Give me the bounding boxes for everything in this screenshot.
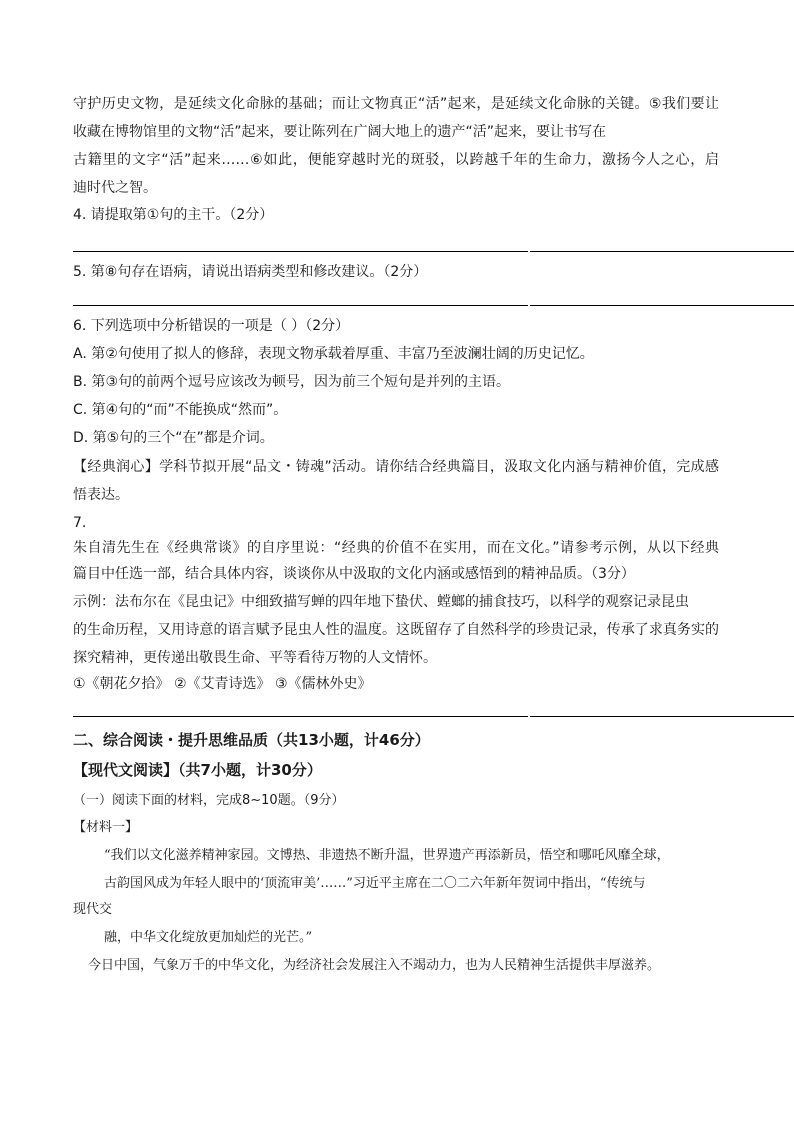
material-1-line-1: “我们以文化滋养精神家园。文博热、非遗热不断升温，世界遗产再添新员，悟空和哪吒风靡全球， <box>104 848 670 863</box>
question-7-line-2: 篇目中任选一部，结合具体内容，谈谈你从中汲取的文化内涵或感悟到的精神品质。（3分） <box>73 566 635 582</box>
part-1-instruction: （一）阅读下面的材料，完成8~10题。（9分） <box>73 793 345 808</box>
material-1-label: 【材料一】 <box>73 820 139 835</box>
material-1-line-5: 今日中国，气象万千的中华文化，为经济社会发展注入不竭动力，也为人民精神生活提供丰厚滋养。 <box>88 958 661 973</box>
passage-line-1: 守护历史文物，是延续文化命脉的基础；而让文物真正“活”起来，是延续文化命脉的关键。⑤我们要让 <box>73 96 719 112</box>
activity-intro-line-2: 悟表达。 <box>73 487 129 503</box>
material-1-line-4: 融，中华文化绽放更加灿烂的光芒。” <box>104 930 313 945</box>
question-4: 4. 请提取第①句的主干。（2分） <box>73 207 274 223</box>
question-6-option-c[interactable]: C. 第④句的“而”不能换成“然而”。 <box>73 402 288 418</box>
passage-line-2: 收藏在博物馆里的文物“活”起来，要让陈列在广阔大地上的遗产“活”起来，要让书写在 <box>73 124 607 140</box>
question-7-options: ①《朝花夕拾》 ②《艾青诗选》 ③《儒林外史》 <box>73 676 372 692</box>
material-1-line-3: 现代交 <box>73 902 113 917</box>
modern-reading-heading: 【现代文阅读】（共7小题，计30分） <box>73 761 322 779</box>
question-7-example-2: 的生命历程，又用诗意的语言赋予昆虫人性的温度。这既留存了自然科学的珍贵记录，传承了求真务实的 <box>73 622 719 638</box>
section-2-title: 二、综合阅读・提升思维品质（共13小题，计46分） <box>73 731 430 749</box>
activity-intro-line-1: 【经典润心】学科节拟开展“品文・铸魂”活动。请你结合经典篇目，汲取文化内涵与精神价值，完成感 <box>73 459 719 475</box>
question-7-line-1: 朱自清先生在《经典常谈》的自序里说：“经典的价值不在实用，而在文化。”请参考示例，从以下经典 <box>73 540 719 556</box>
question-5: 5. 第⑧句存在语病，请说出语病类型和修改建议。（2分） <box>73 264 428 280</box>
question-6-stem: 6. 下列选项中分析错误的一项是（ ）（2分） <box>73 318 350 334</box>
question-6-option-b[interactable]: B. 第③句的前两个逗号应该改为顿号，因为前三个短句是并列的主语。 <box>73 374 511 390</box>
material-1-line-2: 古韵国风成为年轻人眼中的‘顶流审美’……”习近平主席在二〇二六年新年贺词中指出，“传统与 <box>104 876 646 891</box>
passage-line-4: 迪时代之智。 <box>73 180 157 196</box>
passage-line-3: 古籍里的文字“活”起来……⑥如此，便能穿越时光的斑驳，以跨越千年的生命力，激扬今人之心，启 <box>73 152 719 168</box>
question-6-option-a[interactable]: A. 第②句使用了拟人的修辞，表现文物承载着厚重、丰富乃至波澜壮阔的历史记忆。 <box>73 346 594 362</box>
question-7-number: 7. <box>73 515 87 531</box>
question-7-example-1: 示例：法布尔在《昆虫记》中细致描写蝉的四年地下蛰伏、螳螂的捕食技巧，以科学的观察记录昆虫 <box>73 594 689 610</box>
question-7-example-3: 探究精神，更传递出敬畏生命、平等看待万物的人文情怀。 <box>73 650 437 666</box>
question-6-option-d[interactable]: D. 第⑤句的三个“在”都是介词。 <box>73 430 274 446</box>
